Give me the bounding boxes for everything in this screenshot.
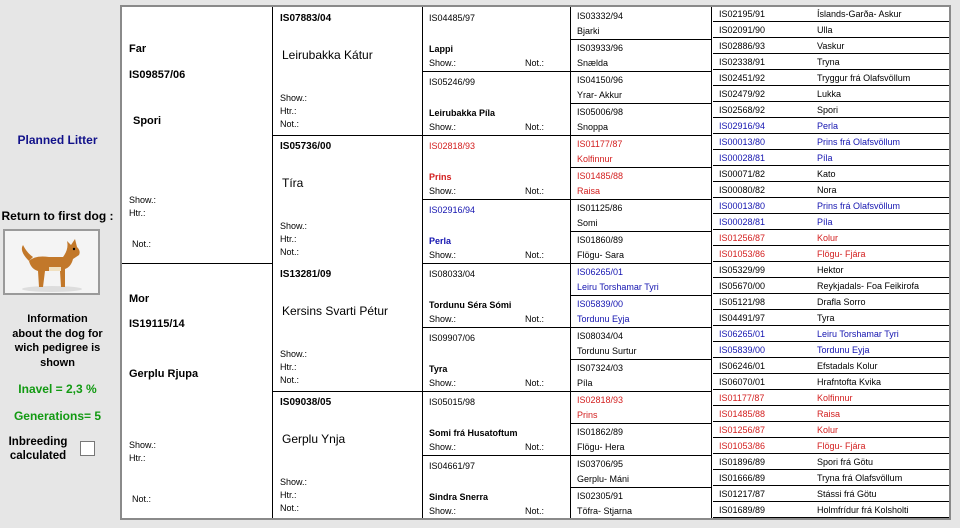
gen5-name: Píla	[817, 217, 833, 227]
show-label: Show.:	[429, 58, 457, 68]
gen5-name: Píla	[817, 153, 833, 163]
gen4-name: Snoppa	[577, 122, 609, 132]
dog-info-text	[0, 312, 115, 370]
gen5-row[interactable]	[713, 391, 951, 406]
planned-litter-link[interactable]: Planned Litter	[17, 133, 98, 147]
gen5-name: Reykjadals- Foa Feikirofa	[817, 281, 920, 291]
gen3-reg: IS05015/98	[429, 397, 476, 407]
divider	[423, 519, 571, 520]
grandparent-cell[interactable]	[273, 7, 423, 135]
dam-reg: IS19115/14	[129, 318, 185, 330]
grandparent-reg: IS05736/00	[280, 141, 332, 152]
gen4-cell[interactable]	[571, 487, 712, 519]
gen4-reg: IS03706/95	[577, 459, 624, 469]
gen5-reg: IS00013/80	[719, 201, 766, 211]
gen5-row[interactable]	[713, 103, 951, 118]
gen4-reg: IS07324/03	[577, 363, 624, 373]
gen4-cell[interactable]	[571, 295, 712, 327]
return-to-first-dog-button[interactable]	[3, 229, 100, 295]
gen5-reg: IS00071/82	[719, 169, 766, 179]
not-label: Not.:	[132, 239, 152, 249]
gen4-reg: IS02818/93	[577, 395, 624, 405]
gen4-reg: IS01862/89	[577, 427, 624, 437]
gen5-row[interactable]	[713, 151, 951, 166]
gen4-name: Flögu- Hera	[577, 442, 625, 452]
gen5-reg: IS02195/91	[719, 9, 766, 19]
gen3-name: Tyra	[429, 364, 448, 374]
gen5-reg: IS02568/92	[719, 105, 766, 115]
gen4-name: Yrar- Akkur	[577, 90, 623, 100]
inbreeding-checkbox[interactable]	[80, 441, 95, 456]
gen5-reg: IS01689/89	[719, 505, 766, 515]
gen5-reg: IS02886/93	[719, 41, 766, 51]
gen4-name: Píla	[577, 378, 593, 388]
gen5-row[interactable]	[713, 39, 951, 54]
gen5-name: Raisa	[817, 409, 841, 419]
inbreeding-label-line: calculated	[9, 450, 67, 462]
htr-label: Htr.:	[129, 453, 146, 463]
gen5-reg: IS01053/86	[719, 441, 766, 451]
not-label: Not.:	[525, 122, 545, 132]
show-label: Show.:	[429, 442, 457, 452]
generation-5	[713, 7, 951, 520]
grandparent-reg: IS07883/04	[280, 13, 332, 24]
grandparent-cell[interactable]	[273, 391, 423, 519]
gen4-cell[interactable]	[571, 39, 712, 71]
gen5-row[interactable]	[713, 7, 951, 22]
grandparent-cell[interactable]	[273, 263, 423, 391]
gen4-reg: IS01485/88	[577, 171, 624, 181]
gen5-row[interactable]	[713, 487, 951, 502]
gen5-row[interactable]	[713, 55, 951, 70]
htr-label: Htr.:	[129, 208, 146, 218]
gen4-cell[interactable]	[571, 7, 712, 39]
gen4-reg: IS03933/96	[577, 43, 624, 53]
gen5-row[interactable]	[713, 375, 951, 390]
gen4-cell[interactable]	[571, 135, 712, 167]
gen5-row[interactable]	[713, 311, 951, 326]
return-label: Return to first dog :	[1, 209, 114, 223]
gen5-reg: IS02091/90	[719, 25, 766, 35]
gen5-reg: IS02451/92	[719, 73, 766, 83]
gen3-cell[interactable]	[423, 71, 571, 135]
gen4-name: Gerplu- Máni	[577, 474, 630, 484]
show-label: Show.:	[129, 195, 157, 205]
gen5-reg: IS04491/97	[719, 313, 766, 323]
gen4-name: Prins	[577, 410, 598, 420]
gen4-name: Töfra- Stjarna	[577, 506, 633, 516]
gen4-cell[interactable]	[571, 359, 712, 391]
gen5-name: Drafla Sorro	[817, 297, 866, 307]
show-label: Show.:	[280, 349, 308, 359]
gen5-row[interactable]	[713, 343, 951, 358]
gen5-row[interactable]	[713, 503, 951, 518]
grandparent-name: Kersins Svarti Pétur	[282, 304, 389, 318]
gen3-cell[interactable]	[423, 327, 571, 391]
gen4-name: Leiru Torshamar Tyri	[577, 282, 659, 292]
show-label: Show.:	[429, 186, 457, 196]
show-label: Show.:	[429, 314, 457, 324]
gen5-reg: IS00028/81	[719, 153, 766, 163]
gen5-name: Íslands-Garða- Askur	[817, 9, 902, 19]
gen4-cell[interactable]	[571, 455, 712, 487]
info-line: Information	[27, 313, 88, 325]
dam-name: Gerplu Rjupa	[129, 368, 199, 380]
htr-label: Htr.:	[280, 106, 297, 116]
htr-label: Htr.:	[280, 234, 297, 244]
gen3-cell[interactable]	[423, 263, 571, 327]
gen4-name: Raisa	[577, 186, 601, 196]
gen5-row[interactable]	[713, 247, 951, 262]
gen5-reg: IS01256/87	[719, 233, 766, 243]
gen5-reg: IS00028/81	[719, 217, 766, 227]
gen5-name: Hrafntofta Kvika	[817, 377, 882, 387]
gen3-reg: IS05246/99	[429, 77, 476, 87]
grandparent-reg: IS09038/05	[280, 397, 332, 408]
gen5-name: Perla	[817, 121, 839, 131]
gen5-name: Spori frá Götu	[817, 457, 874, 467]
gen5-reg: IS06265/01	[719, 329, 766, 339]
gen3-name: Perla	[429, 236, 452, 246]
gen4-cell[interactable]	[571, 71, 712, 103]
not-label: Not.:	[280, 247, 300, 257]
gen3-reg: IS04485/97	[429, 13, 476, 23]
gen4-reg: IS06265/01	[577, 267, 624, 277]
pedigree-table	[120, 5, 951, 520]
gen3-name: Lappi	[429, 44, 453, 54]
gen5-reg: IS01256/87	[719, 425, 766, 435]
gen4-name: Snælda	[577, 58, 609, 68]
gen3-name: Leirubakka Píla	[429, 108, 496, 118]
gen5-reg: IS06246/01	[719, 361, 766, 371]
gen4-reg: IS01177/87	[577, 139, 623, 149]
generations-count: Generations= 5	[13, 409, 102, 423]
gen5-row[interactable]	[713, 407, 951, 422]
gen5-row[interactable]	[713, 295, 951, 310]
gen5-row[interactable]	[713, 231, 951, 246]
gen5-row[interactable]	[713, 455, 951, 470]
gen5-reg: IS01896/89	[719, 457, 766, 467]
show-label: Show.:	[429, 122, 457, 132]
gen5-name: Tryggur frá Olafsvöllum	[817, 73, 911, 83]
gen5-reg: IS05329/99	[719, 265, 766, 275]
info-line: about the dog for	[12, 327, 103, 340]
gen4-reg: IS03332/94	[577, 11, 624, 21]
not-label: Not.:	[525, 378, 545, 388]
gen5-row[interactable]	[713, 87, 951, 102]
gen3-reg: IS04661/97	[429, 461, 476, 471]
htr-label: Htr.:	[280, 362, 297, 372]
gen5-row[interactable]	[713, 279, 951, 294]
gen5-row[interactable]	[713, 119, 951, 134]
gen5-name: Spori	[817, 105, 839, 115]
gen3-reg: IS02916/94	[429, 205, 476, 215]
not-label: Not.:	[280, 375, 300, 385]
not-label: Not.:	[525, 58, 545, 68]
gen3-cell[interactable]	[423, 391, 571, 455]
gen3-reg: IS02818/93	[429, 141, 476, 151]
gen4-reg: IS01860/89	[577, 235, 624, 245]
gen4-reg: IS01125/86	[577, 203, 623, 213]
gen4-cell[interactable]	[571, 103, 712, 135]
gen4-cell[interactable]	[571, 423, 712, 455]
gen5-reg: IS05121/98	[719, 297, 766, 307]
htr-label: Htr.:	[280, 490, 297, 500]
dog-thumbnail-icon	[5, 231, 98, 293]
gen5-name: Tryna frá Olafsvöllum	[817, 473, 903, 483]
gen4-name: Kolfinnur	[577, 154, 613, 164]
gen5-row[interactable]	[713, 199, 951, 214]
divider	[571, 519, 712, 520]
gen3-name: Sindra Snerra	[429, 492, 489, 502]
gen5-row[interactable]	[713, 215, 951, 230]
gen5-reg: IS02338/91	[719, 57, 766, 67]
gen4-name: Tordunu Eyja	[577, 314, 630, 324]
gen5-row[interactable]	[713, 23, 951, 38]
gen5-name: Stássi frá Götu	[817, 489, 877, 499]
gen3-name: Somi frá Husatoftum	[429, 428, 518, 438]
gen5-name: Lukka	[817, 89, 842, 99]
gen5-name: Kolur	[817, 425, 839, 435]
gen3-cell[interactable]	[423, 199, 571, 263]
gen5-row[interactable]	[713, 471, 951, 486]
gen5-name: Efstadals Kolur	[817, 361, 878, 371]
gen5-row[interactable]	[713, 327, 951, 342]
show-label: Show.:	[429, 378, 457, 388]
gen5-name: Prins frá Olafsvöllum	[817, 201, 901, 211]
gen3-cell[interactable]	[423, 135, 571, 199]
gen4-cell[interactable]	[571, 263, 712, 295]
gen5-name: Holmfrídur frá Kolsholti	[817, 505, 909, 515]
not-label: Not.:	[525, 442, 545, 452]
gen4-reg: IS05839/00	[577, 299, 624, 309]
gen5-name: Vaskur	[817, 41, 845, 51]
grandparent-name: Leirubakka Kátur	[282, 48, 373, 62]
gen5-name: Tyra	[817, 313, 835, 323]
inbreeding-value: Inavel = 2,3 %	[18, 382, 97, 396]
show-label: Show.:	[429, 506, 457, 516]
show-label: Show.:	[429, 250, 457, 260]
gen5-row[interactable]	[713, 135, 951, 150]
gen4-reg: IS02305/91	[577, 491, 624, 501]
gen5-reg: IS02479/92	[719, 89, 766, 99]
gen5-reg: IS00013/80	[719, 137, 766, 147]
gen5-row[interactable]	[713, 167, 951, 182]
gen4-reg: IS04150/96	[577, 75, 624, 85]
gen5-name: Leiru Torshamar Tyri	[817, 329, 899, 339]
grandparent-reg: IS13281/09	[280, 269, 332, 280]
gen5-name: Flögu- Fjára	[817, 441, 866, 451]
gen5-reg: IS01485/88	[719, 409, 766, 419]
gen5-row[interactable]	[713, 183, 951, 198]
not-label: Not.:	[280, 503, 300, 513]
gen3-cell[interactable]	[423, 7, 571, 71]
show-label: Show.:	[280, 221, 308, 231]
grandparent-cell[interactable]	[273, 135, 423, 263]
inbreeding-label	[6, 435, 70, 463]
gen4-name: Tordunu Surtur	[577, 346, 637, 356]
info-line: wich pedigree is	[14, 342, 101, 354]
gen5-reg: IS05670/00	[719, 281, 766, 291]
gen5-reg: IS06070/01	[719, 377, 766, 387]
not-label: Not.:	[525, 506, 545, 516]
gen5-name: Ulla	[817, 25, 833, 35]
show-label: Show.:	[129, 440, 157, 450]
gen5-reg: IS01177/87	[719, 393, 765, 403]
gen5-row[interactable]	[713, 263, 951, 278]
sire-reg: IS09857/06	[129, 69, 186, 81]
dam-role: Mor	[129, 293, 150, 305]
gen4-cell[interactable]	[571, 231, 712, 263]
show-label: Show.:	[280, 93, 308, 103]
gen5-name: Tryna	[817, 57, 840, 67]
sire-role: Far	[129, 43, 147, 55]
gen3-reg: IS09907/06	[429, 333, 476, 343]
gen4-cell[interactable]	[571, 167, 712, 199]
gen3-cell[interactable]	[423, 455, 571, 519]
not-label: Not.:	[132, 494, 152, 504]
gen4-cell[interactable]	[571, 391, 712, 423]
not-label: Not.:	[280, 119, 300, 129]
gen5-row[interactable]	[713, 359, 951, 374]
gen5-reg: IS00080/82	[719, 185, 766, 195]
gen5-name: Prins frá Olafsvöllum	[817, 137, 901, 147]
not-label: Not.:	[525, 314, 545, 324]
gen5-row[interactable]	[713, 423, 951, 438]
inbreeding-label-line: Inbreeding	[8, 436, 68, 448]
info-line: shown	[40, 356, 75, 369]
gen5-reg: IS02916/94	[719, 121, 766, 131]
gen3-name: Prins	[429, 172, 452, 182]
gen5-name: Hektor	[817, 265, 844, 275]
not-label: Not.:	[525, 250, 545, 260]
gen3-name: Tordunu Séra Sómi	[429, 300, 512, 310]
gen5-name: Kato	[817, 169, 836, 179]
gen4-reg: IS08034/04	[577, 331, 624, 341]
gen5-name: Kolfinnur	[817, 393, 853, 403]
gen5-name: Kolur	[817, 233, 839, 243]
show-label: Show.:	[280, 477, 308, 487]
gen4-reg: IS05006/98	[577, 107, 624, 117]
gen5-reg: IS01666/89	[719, 473, 766, 483]
gen5-reg: IS01217/87	[719, 489, 766, 499]
gen5-name: Tordunu Eyja	[817, 345, 870, 355]
gen5-row[interactable]	[713, 439, 951, 454]
grandparent-name: Gerplu Ynja	[282, 432, 346, 446]
gen4-name: Somi	[577, 218, 598, 228]
gen5-name: Nora	[817, 185, 837, 195]
gen5-reg: IS01053/86	[719, 249, 766, 259]
sire-name: Spori	[133, 115, 162, 127]
sidebar	[0, 0, 115, 528]
gen4-name: Flögu- Sara	[577, 250, 625, 260]
gen5-name: Flögu- Fjára	[817, 249, 866, 259]
gen5-reg: IS05839/00	[719, 345, 766, 355]
grandparent-name: Tíra	[282, 176, 304, 190]
gen5-row[interactable]	[713, 71, 951, 86]
gen4-cell[interactable]	[571, 199, 712, 231]
not-label: Not.:	[525, 186, 545, 196]
gen3-reg: IS08033/04	[429, 269, 476, 279]
gen4-cell[interactable]	[571, 327, 712, 359]
gen4-name: Bjarki	[577, 26, 600, 36]
